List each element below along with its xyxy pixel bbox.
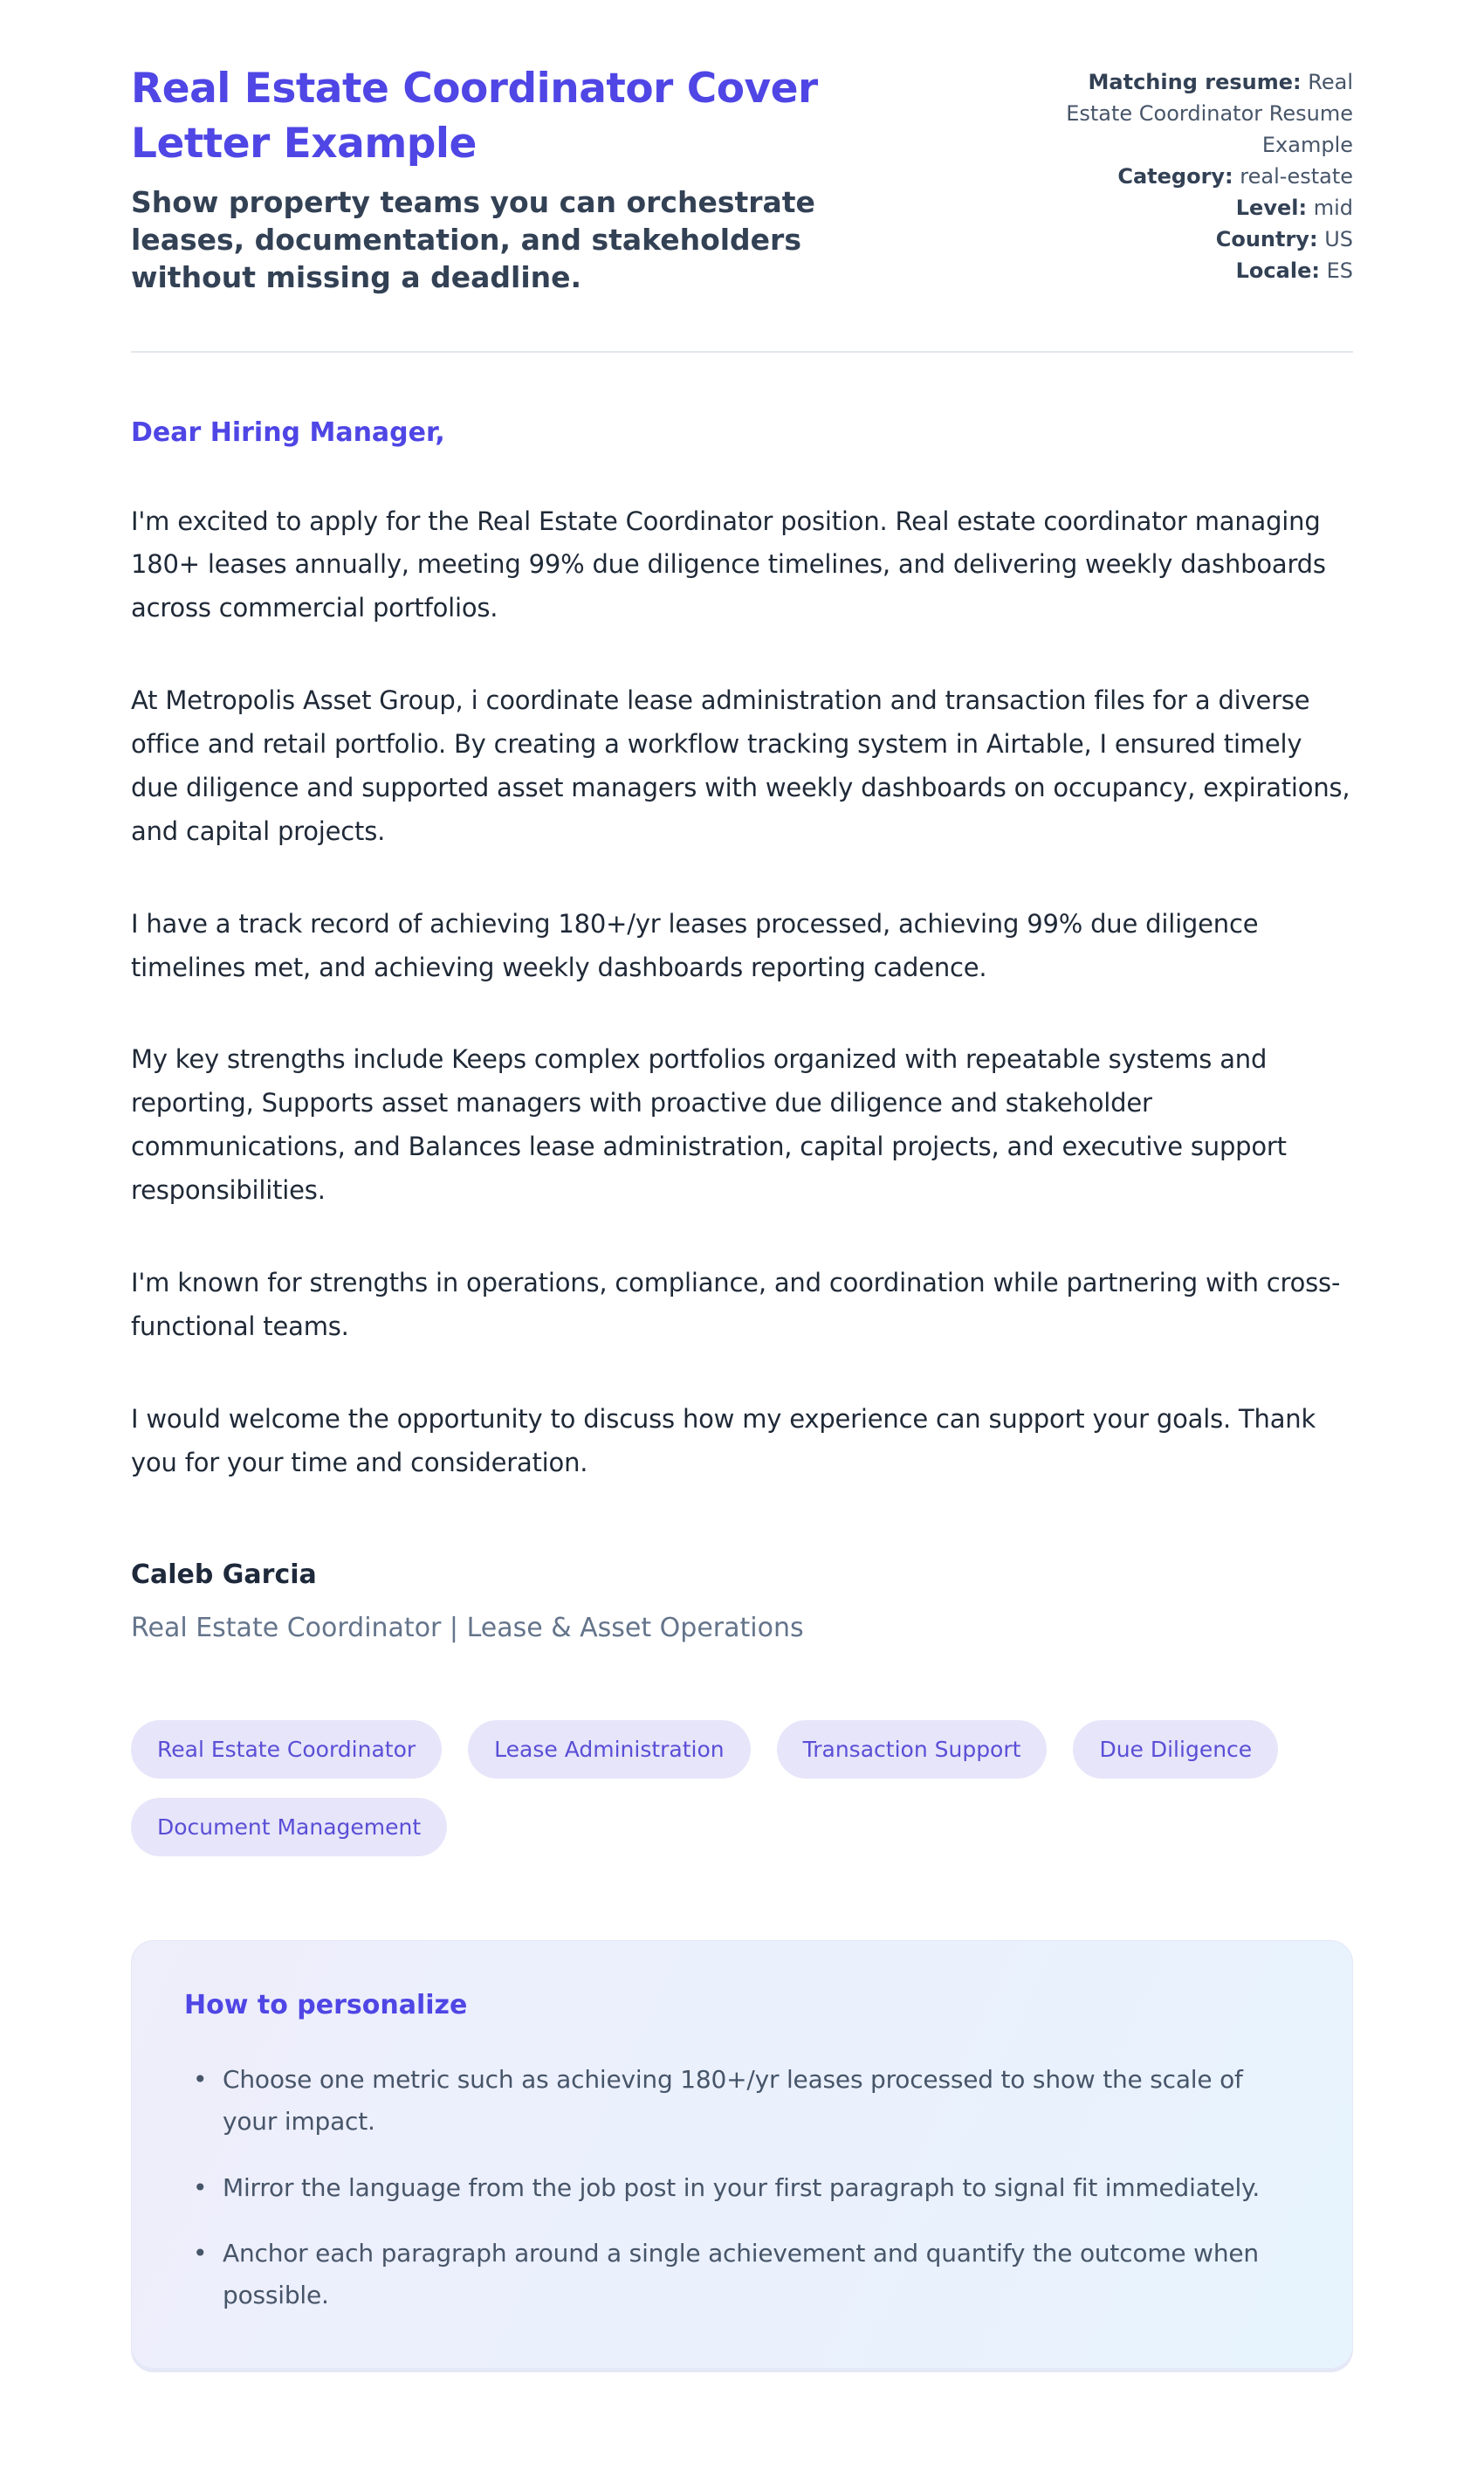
signature-name: Caleb Garcia <box>131 1559 317 1591</box>
page-subtitle: Show property teams you can orchestrate leases, documentation, and stakeholders without missing a deadline. <box>131 184 815 294</box>
tag-chip-document-management[interactable]: Document Management <box>131 1798 447 1856</box>
header-title-block <box>131 61 934 297</box>
meta-level <box>1052 192 1353 224</box>
meta-value: Real Estate Coordinator Resume Example <box>1066 70 1353 157</box>
letter-paragraph-closing: I would welcome the opportunity to discuss how my experience can support your goals. Thank you for your time and consideration. <box>131 1403 1316 1477</box>
personalize-card-title: How to personalize <box>184 1990 468 2021</box>
tip-item-mirror-language: • Mirror the language from the job post in your first paragraph to signal fit immediately. <box>223 2167 1300 2209</box>
meta-label: Level: <box>1235 196 1308 220</box>
meta-label: Category: <box>1117 164 1233 189</box>
tag-chip-due-diligence[interactable]: Due Diligence <box>1073 1720 1278 1779</box>
meta-value: real-estate <box>1240 164 1353 189</box>
signature-role: Real Estate Coordinator | Lease & Asset Operations <box>131 1613 804 1644</box>
meta-label: Country: <box>1215 227 1318 251</box>
meta-label: Matching resume: <box>1088 70 1302 94</box>
tip-item-metric: • Choose one metric such as achieving 180+/yr leases processed to show the scale of your impact. <box>223 2059 1300 2142</box>
letter-paragraph-known-for: I'm known for strengths in operations, compliance, and coordination while partnering with cross-functional teams. <box>131 1267 1341 1341</box>
page-title: Real Estate Coordinator Cover Letter Example <box>131 65 818 169</box>
meta-locale <box>1052 255 1353 286</box>
tag-chip-real-estate-coordinator[interactable]: Real Estate Coordinator <box>131 1720 442 1779</box>
tag-chip-lease-administration[interactable]: Lease Administration <box>468 1720 750 1779</box>
personalize-tips-list <box>184 2059 1300 2316</box>
cover-letter-page <box>131 0 1353 2447</box>
letter-paragraph-strengths: My key strengths include Keeps complex portfolios organized with repeatable systems and reporting, Supports asset managers with proactive due diligence and stakeholder communications, and Balances lease administration, capital projects, and executive support responsibilities. <box>131 1044 1287 1206</box>
letter-salutation: Dear Hiring Manager, <box>131 416 445 448</box>
meta-country <box>1052 224 1353 255</box>
meta-value: ES <box>1326 258 1353 283</box>
header-divider <box>131 351 1353 353</box>
letter-paragraph-experience: At Metropolis Asset Group, i coordinate lease administration and transaction files for a diverse office and retail portfolio. By creating a workflow tracking system in Airtable, I ensured timely due diligence and supported asset managers with weekly dashboards on occupancy, expirations, and capital projects. <box>131 685 1350 846</box>
meta-value: US <box>1324 227 1353 251</box>
keyword-tags-list <box>131 1720 1353 1856</box>
letter-body <box>131 500 1353 1485</box>
page-header <box>131 61 1353 297</box>
meta-category <box>1052 161 1353 192</box>
letter-paragraph-track-record: I have a track record of achieving 180+/yr leases processed, achieving 99% due diligence timelines met, and achieving weekly dashboards reporting cadence. <box>131 908 1259 982</box>
letter-paragraph-intro: I'm excited to apply for the Real Estate Coordinator position. Real estate coordinator managing 180+ leases annually, meeting 99% due diligence timelines, and delivering weekly dashboards across commercial portfolios. <box>131 506 1326 623</box>
tip-item-anchor-paragraph: • Anchor each paragraph around a single achievement and quantify the outcome when possible. <box>223 2233 1300 2316</box>
meta-label: Locale: <box>1235 258 1320 283</box>
tag-chip-transaction-support[interactable]: Transaction Support <box>777 1720 1048 1779</box>
personalize-card <box>131 1940 1353 2369</box>
meta-matching-resume <box>1052 66 1353 161</box>
resume-meta-block <box>1052 61 1353 286</box>
meta-value: mid <box>1313 196 1353 220</box>
